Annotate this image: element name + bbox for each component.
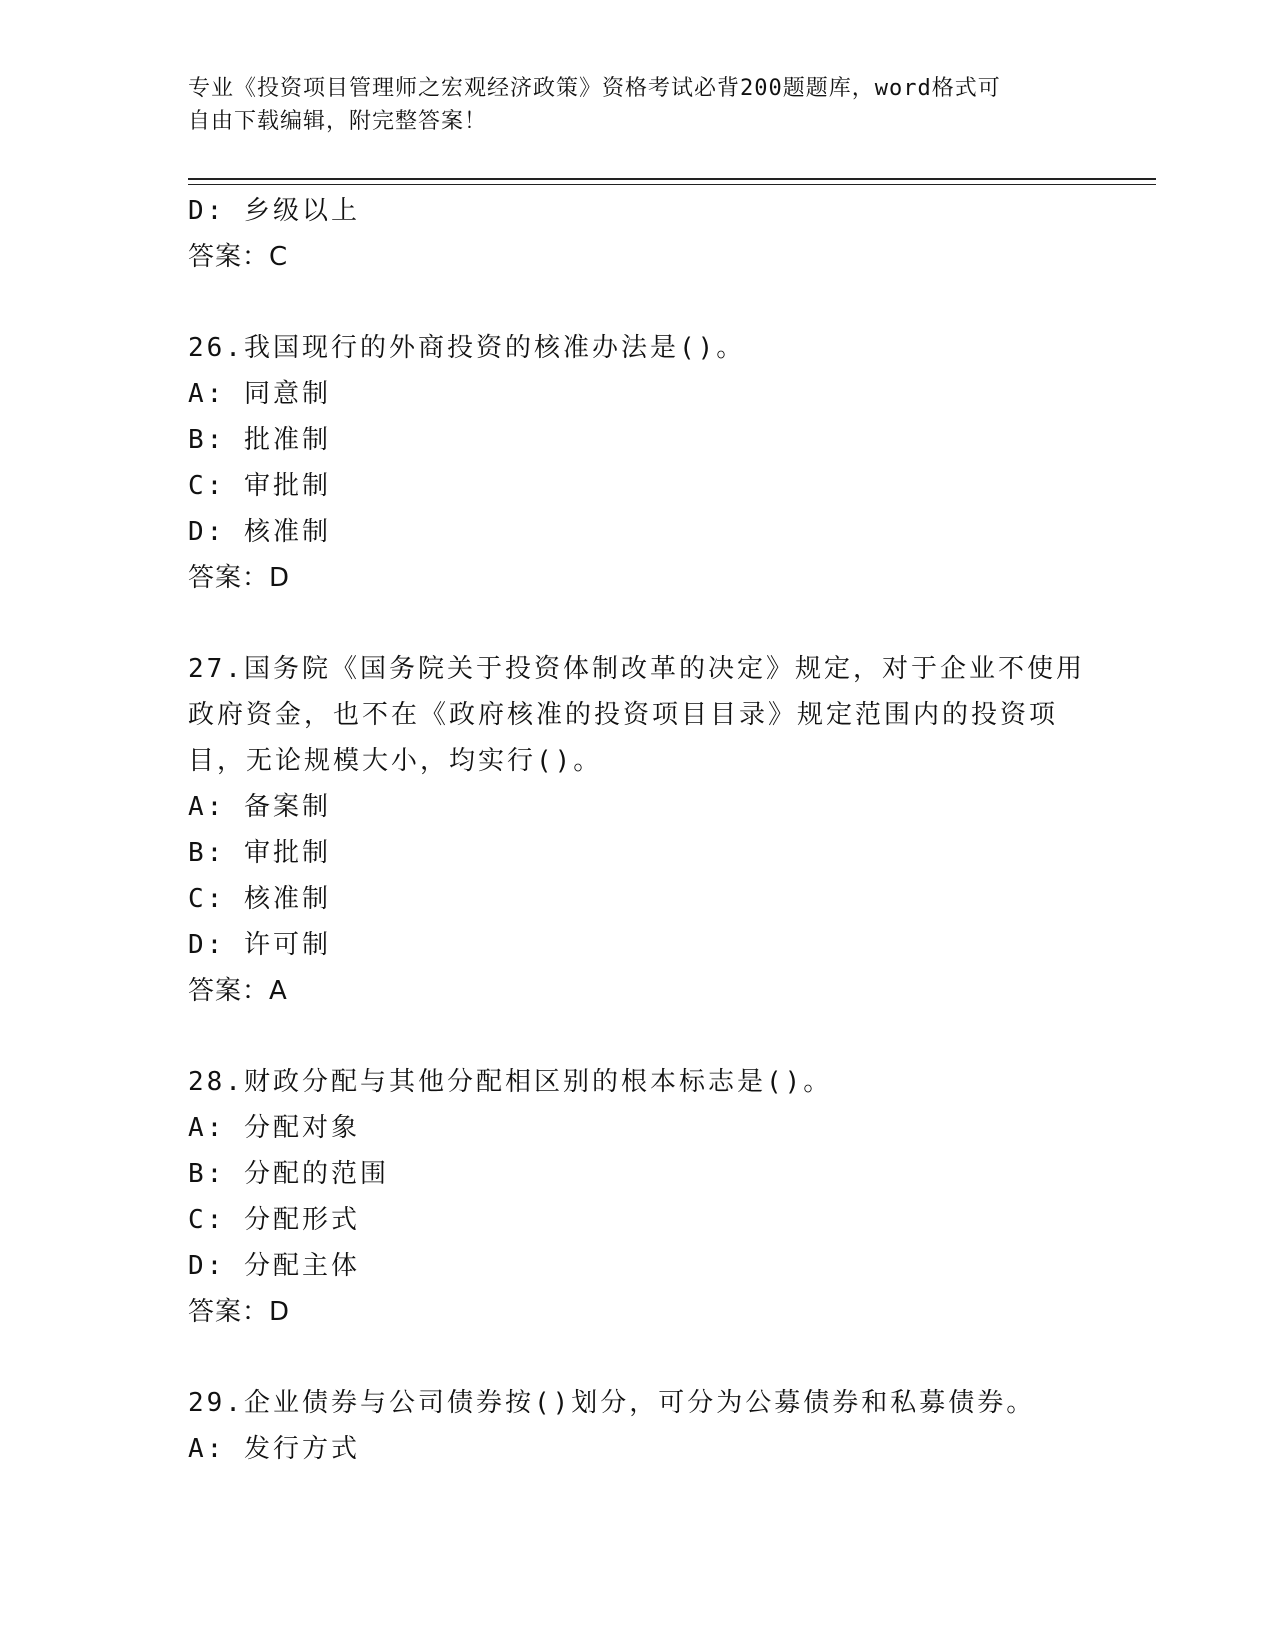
question-stem: 政府资金，也不在《政府核准的投资项目目录》规定范围内的投资项: [188, 700, 1059, 730]
option-a: A: 发行方式: [188, 1434, 360, 1464]
answer: 答案：D: [188, 1297, 291, 1327]
option-d: D: 乡级以上: [188, 196, 360, 226]
spacer: [188, 1014, 1088, 1059]
option-a: A: 分配对象: [188, 1113, 360, 1143]
answer: 答案：C: [188, 242, 289, 272]
question-stem: 27.国务院《国务院关于投资体制改革的决定》规定，对于企业不使用: [188, 654, 1085, 684]
page-header: [188, 72, 1078, 138]
spacer: [188, 1335, 1088, 1380]
question-stem: 目，无论规模大小，均实行()。: [188, 746, 603, 776]
option-d: D: 核准制: [188, 517, 331, 547]
answer: 答案：A: [188, 976, 288, 1006]
option-c: C: 审批制: [188, 471, 331, 501]
option-d: D: 许可制: [188, 930, 331, 960]
header-line-1: 专业《投资项目管理师之宏观经济政策》资格考试必背200题题库，word格式可: [188, 76, 1001, 101]
option-b: B: 审批制: [188, 838, 331, 868]
question-stem: 28.财政分配与其他分配相区别的根本标志是()。: [188, 1067, 833, 1097]
answer: 答案：D: [188, 563, 291, 593]
option-b: B: 分配的范围: [188, 1159, 389, 1189]
option-c: C: 核准制: [188, 884, 331, 914]
question-block: [188, 1380, 1088, 1472]
question-list: [188, 188, 1088, 1472]
spacer: [188, 601, 1088, 646]
header-rule-thick: [188, 178, 1156, 180]
option-a: A: 备案制: [188, 792, 331, 822]
option-c: C: 分配形式: [188, 1205, 360, 1235]
question-stem: 29.企业债券与公司债券按()划分，可分为公募债券和私募债券。: [188, 1388, 1036, 1418]
question-block: [188, 646, 1088, 1014]
header-rule-thin: [188, 184, 1156, 185]
option-a: A: 同意制: [188, 379, 331, 409]
header-line-2: 自由下载编辑，附完整答案！: [188, 109, 488, 134]
spacer: [188, 280, 1088, 325]
option-b: B: 批准制: [188, 425, 331, 455]
question-stem: 26.我国现行的外商投资的核准办法是()。: [188, 333, 746, 363]
question-block: [188, 325, 1088, 601]
option-d: D: 分配主体: [188, 1251, 360, 1281]
question-block: [188, 1059, 1088, 1335]
